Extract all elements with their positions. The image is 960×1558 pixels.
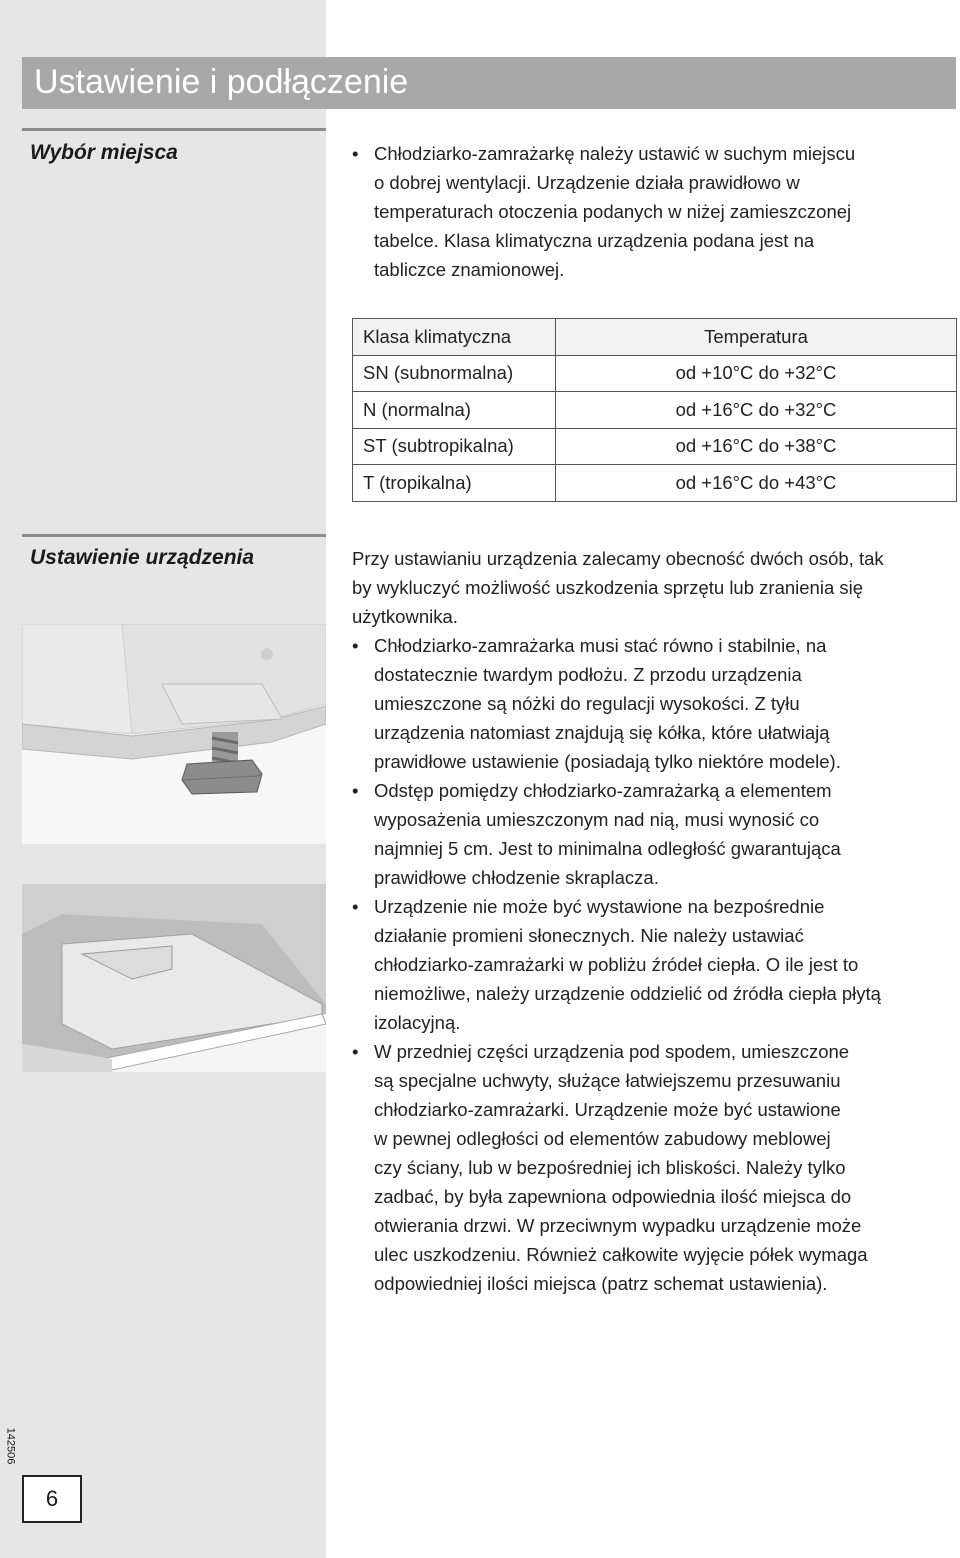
bullet-item: • Odstęp pomiędzy chłodziarko-zamrażarką a elementem wyposażenia umieszczonym nad nią, musi wynosić co najmniej 5 cm. Jest to minimalna odległość gwarantująca prawidłowe chłodzenie skraplacza. bbox=[352, 776, 884, 892]
handle-underside-illustration bbox=[22, 884, 326, 1072]
section-rule-wybor bbox=[22, 128, 326, 131]
intro-line: Przy ustawianiu urządzenia zalecamy obecność dwóch osób, tak bbox=[352, 548, 884, 569]
section-title-wybor-miejsca: Wybór miejsca bbox=[30, 141, 178, 164]
table-cell-temp: od +16°C do +38°C bbox=[556, 428, 957, 465]
table-row bbox=[353, 392, 957, 429]
bullet-item: • Chłodziarko-zamrażarkę należy ustawić w suchym miejscu o dobrej wentylacji. Urządzenie działa prawidłowo w temperaturach otoczenia podanych w niżej zamieszczonej tabelce. Klasa klimatyczna urządzenia podana jest na tabliczce znamionowej. bbox=[352, 139, 855, 284]
section-title-ustawienie-urzadzenia: Ustawienie urządzenia bbox=[30, 546, 255, 569]
adjustable-foot-illustration bbox=[22, 624, 326, 844]
bullet-item: • W przedniej części urządzenia pod spodem, umieszczone są specjalne uchwyty, służące łatwiejszemu przesuwaniu chłodziarko-zamrażarki. Urządzenie może być ustawione w pewnej odległości od elementów zabudowy meblowej czy ściany, lub w bezpośredniej ich bliskości. Należy tylko zadbać, by była zapewniona odpowiednia ilość miejsca do otwierania drzwi. W przeciwnym wypadku urządzenie może ulec uszkodzeniu. Również całkowite wyjęcie półek wymaga odpowiedniej ilości miejsca (patrz schemat ustawienia). bbox=[352, 1037, 884, 1298]
table-row bbox=[353, 465, 957, 502]
table-row bbox=[353, 355, 957, 392]
section-rule-ustawienie bbox=[22, 534, 326, 537]
document-number: 142506 bbox=[4, 1427, 17, 1465]
section1-bullets bbox=[352, 139, 855, 284]
table-header-class: Klasa klimatyczna bbox=[353, 319, 556, 356]
bullet-item: • Urządzenie nie może być wystawione na bezpośrednie działanie promieni słonecznych. Nie należy ustawiać chłodziarko-zamrażarki w pobliżu źródeł ciepła. O ile jest to niemożliwe, należy urządzenie oddzielić od źródła ciepła płytą izolacyjną. bbox=[352, 892, 884, 1037]
intro-line: użytkownika. bbox=[352, 606, 458, 627]
section2-bullets bbox=[352, 631, 884, 1298]
table-cell-temp: od +16°C do +43°C bbox=[556, 465, 957, 502]
table-cell-class: N (normalna) bbox=[353, 392, 556, 429]
page-title: Ustawienie i podłączenie bbox=[34, 63, 409, 101]
page-number: 6 bbox=[22, 1475, 82, 1523]
table-cell-class: ST (subtropikalna) bbox=[353, 428, 556, 465]
table-cell-class: SN (subnormalna) bbox=[353, 355, 556, 392]
section1-text bbox=[352, 139, 855, 284]
bullet-item: • Chłodziarko-zamrażarka musi stać równo i stabilnie, na dostatecznie twardym podłożu. Z przodu urządzenia umieszczone są nóżki do regulacji wysokości. Z tyłu urządzenia natomiast znajdują się kółka, które ułatwiają prawidłowe ustawienie (posiadają tylko niektóre modele). bbox=[352, 631, 884, 776]
table-header-temp: Temperatura bbox=[556, 319, 957, 356]
section2-text bbox=[352, 544, 884, 1298]
climate-class-table bbox=[352, 318, 957, 502]
table-row bbox=[353, 428, 957, 465]
table-header-row bbox=[353, 319, 957, 356]
table-cell-temp: od +10°C do +32°C bbox=[556, 355, 957, 392]
table-cell-temp: od +16°C do +32°C bbox=[556, 392, 957, 429]
table-cell-class: T (tropikalna) bbox=[353, 465, 556, 502]
intro-line: by wykluczyć możliwość uszkodzenia sprzętu lub zranienia się bbox=[352, 577, 864, 598]
